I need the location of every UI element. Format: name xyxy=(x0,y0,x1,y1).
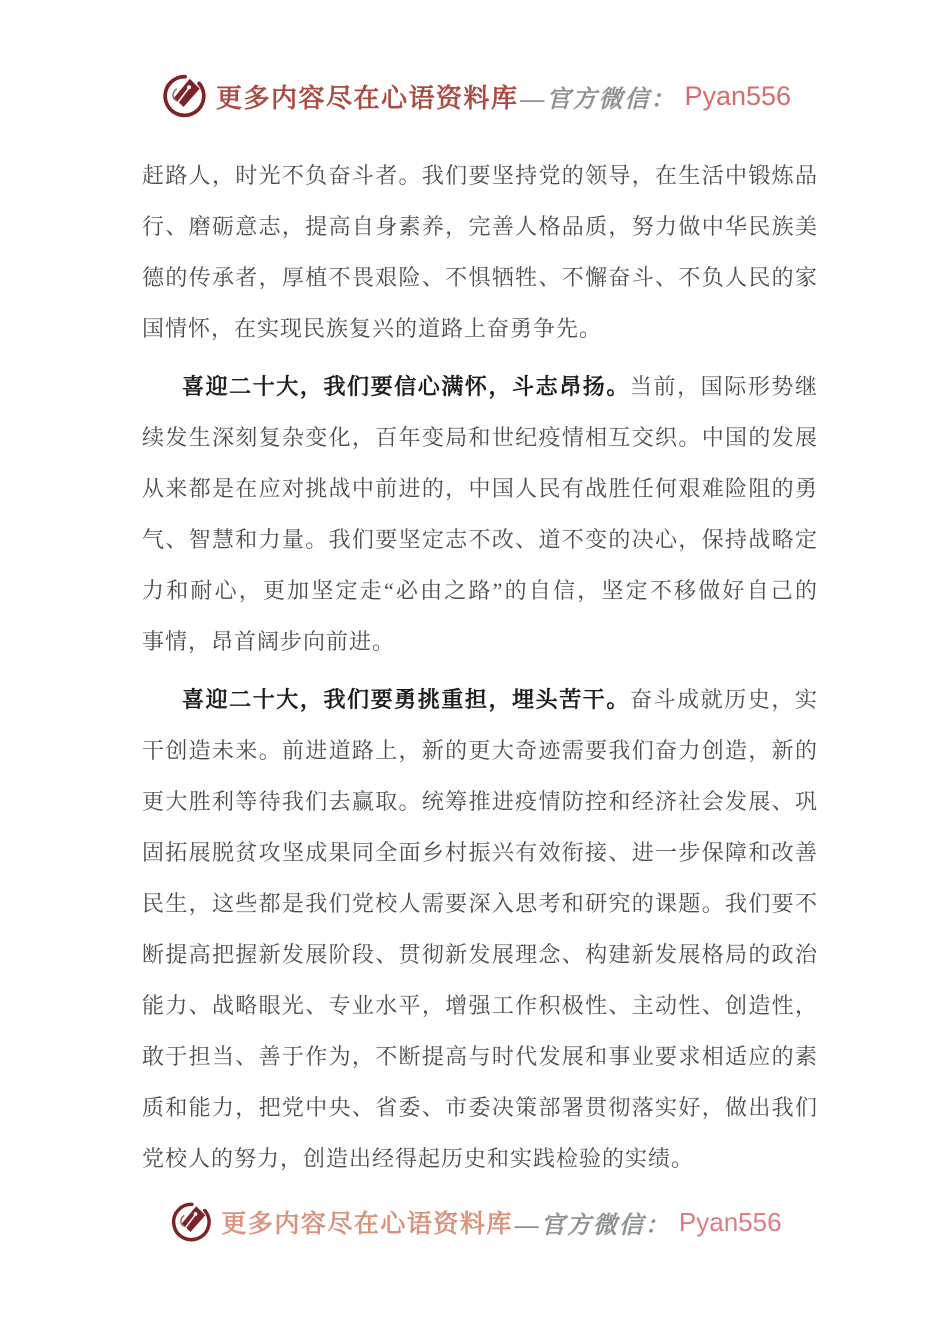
body-text-segment: 行、磨砺意志，提高自身素养，完善人格品质，努力做中华民族美 xyxy=(142,214,818,239)
text-line xyxy=(142,1082,818,1133)
footer-brand-text: 更多内容尽在心语资料库 xyxy=(221,1211,513,1238)
body-text-segment: 赶路人，时光不负奋斗者。我们要坚持党的领导，在生活中锻炼品 xyxy=(142,163,818,188)
body-text-segment: 固拓展脱贫攻坚成果同全面乡村振兴有效衔接、进一步保障和改善 xyxy=(142,840,818,865)
body-text-segment: 事情，昂首阔步向前进。 xyxy=(142,629,396,654)
text-line xyxy=(142,463,818,514)
text-line xyxy=(142,1031,818,1082)
text-line xyxy=(142,303,818,354)
paragraph xyxy=(142,150,818,354)
body-text-segment: 奋斗成就历史，实 xyxy=(629,687,818,712)
text-line xyxy=(142,1133,818,1184)
header-watermark xyxy=(0,72,950,120)
footer-watermark xyxy=(0,1200,950,1244)
header-wechat-label: —官方微信： xyxy=(520,86,677,113)
document-body xyxy=(142,150,818,1191)
text-line xyxy=(142,827,818,878)
paragraph xyxy=(142,361,818,667)
body-text-segment: 当前，国际形势继 xyxy=(629,374,818,399)
bold-lead-text: 喜迎二十大，我们要信心满怀，斗志昂扬。 xyxy=(182,374,630,399)
text-line xyxy=(142,412,818,463)
body-text-segment: 国情怀，在实现民族复兴的道路上奋勇争先。 xyxy=(142,316,603,341)
text-line xyxy=(142,725,818,776)
text-line xyxy=(142,565,818,616)
text-line xyxy=(142,980,818,1031)
footer-wechat-id: Pyan556 xyxy=(678,1206,782,1237)
body-text-segment: 民生，这些都是我们党校人需要深入思考和研究的课题。我们要不 xyxy=(142,891,818,916)
body-text-segment: 断提高把握新发展阶段、贯彻新发展理念、构建新发展格局的政治 xyxy=(142,942,818,967)
text-line xyxy=(142,201,818,252)
body-text-segment: 气、智慧和力量。我们要坚定志不改、道不变的决心，保持战略定 xyxy=(142,527,818,552)
text-line xyxy=(142,776,818,827)
pen-nib-swirl-logo-icon xyxy=(168,1200,212,1244)
body-text-segment: 党校人的努力，创造出经得起历史和实践检验的实绩。 xyxy=(142,1146,695,1171)
text-line xyxy=(142,674,818,725)
text-line xyxy=(142,150,818,201)
text-line xyxy=(142,361,818,412)
text-line xyxy=(142,878,818,929)
pen-nib-swirl-logo-icon xyxy=(159,72,207,120)
header-wechat-id: Pyan556 xyxy=(684,80,792,111)
body-text-segment: 续发生深刻复杂变化，百年变局和世纪疫情相互交织。中国的发展 xyxy=(142,425,818,450)
text-line xyxy=(142,252,818,303)
body-text-segment: 更大胜利等待我们去赢取。统筹推进疫情防控和经济社会发展、巩 xyxy=(142,789,818,814)
header-brand-text: 更多内容尽在心语资料库 xyxy=(215,83,519,113)
text-line xyxy=(142,616,818,667)
body-text-segment: 能力、战略眼光、专业水平，增强工作积极性、主动性、创造性， xyxy=(142,993,818,1018)
body-text-segment: 德的传承者，厚植不畏艰险、不惧牺牲、不懈奋斗、不负人民的家 xyxy=(142,265,818,290)
text-line xyxy=(142,929,818,980)
paragraph xyxy=(142,674,818,1184)
bold-lead-text: 喜迎二十大，我们要勇挑重担，埋头苦干。 xyxy=(182,687,630,712)
footer-wechat-label: —官方微信： xyxy=(514,1212,671,1239)
text-line xyxy=(142,514,818,565)
body-text-segment: 从来都是在应对挑战中前进的，中国人民有战胜任何艰难险阻的勇 xyxy=(142,476,818,501)
body-text-segment: 干创造未来。前进道路上，新的更大奇迹需要我们奋力创造，新的 xyxy=(142,738,818,763)
body-text-segment: 敢于担当、善于作为，不断提高与时代发展和事业要求相适应的素 xyxy=(142,1044,818,1069)
body-text-segment: 力和耐心，更加坚定走“必由之路”的自信，坚定不移做好自己的 xyxy=(142,578,818,603)
body-text-segment: 质和能力，把党中央、省委、市委决策部署贯彻落实好，做出我们 xyxy=(142,1095,818,1120)
